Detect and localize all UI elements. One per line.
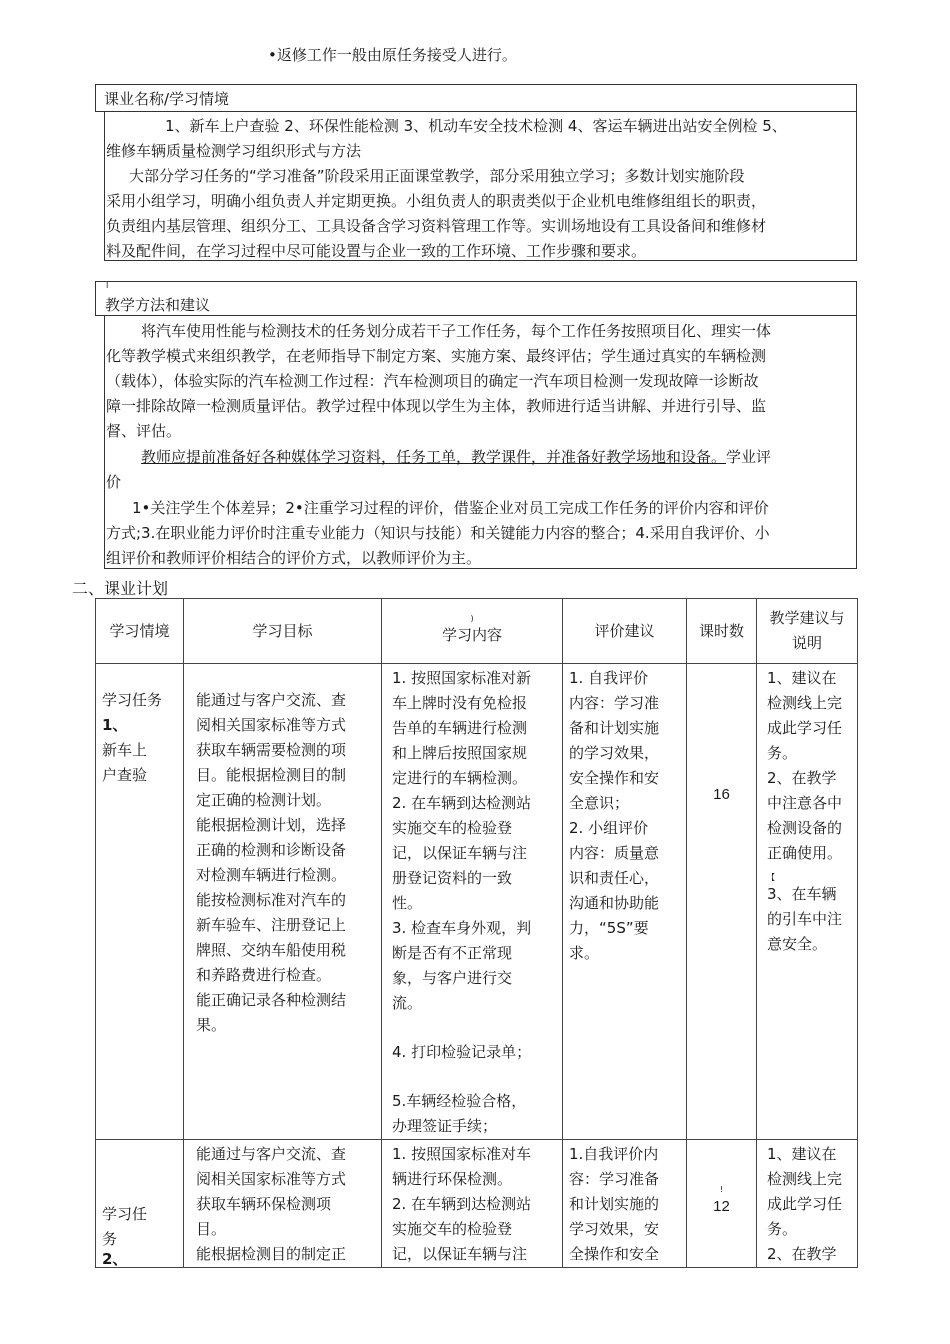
row2-content-line: 2. 在车辆到达检测站	[392, 1195, 532, 1213]
row2-eval-line: 容：学习准备	[569, 1170, 660, 1188]
row2-advice-line: 成此学习任	[767, 1195, 843, 1213]
header-goals: 学习目标	[184, 599, 382, 664]
row2-content-line: 记，以保证车辆与注	[392, 1245, 528, 1263]
row1-goal-line: 能通过与客户交流、查	[196, 691, 347, 709]
row1-eval-line: 求。	[569, 944, 600, 962]
row2-goal-line: 获取车辆环保检测项	[196, 1195, 332, 1213]
row1-situation-line: 户查验	[102, 766, 148, 784]
row1-situation-line: 学习任务	[102, 691, 163, 709]
row2-evaluation	[563, 1140, 687, 1268]
row1-advice-line: 检测线上完	[767, 694, 843, 712]
row1-content-line: 定进行的车辆检测。	[392, 769, 528, 787]
row1-advice	[757, 664, 858, 1140]
row2-hours-value: 12	[713, 1198, 730, 1215]
row2-advice-line: 务。	[767, 1220, 798, 1238]
section2-eval-2: 方式;3.在职业能力评价时注重专业能力（知识与技能）和关键能力内容的整合；4.采用自我评价、小	[106, 524, 770, 542]
section-title: 二、课业计划	[72, 579, 169, 598]
row1-eval-line: 识和责任心，	[569, 869, 660, 887]
section2-line-2: 化等教学模式来组织教学，在老师指导下制定方案、实施方案、最终评估；学生通过真实的车辆检测	[106, 347, 767, 365]
row1-eval-line: 全意识；	[569, 794, 630, 812]
row1-content-line: 断是否有不正常现	[392, 944, 513, 962]
row1-eval-line: 1. 自我评价	[569, 669, 649, 687]
row1-eval-line: 力，“5S”要	[569, 919, 649, 937]
row1-eval-line: 沟通和协助能	[569, 894, 660, 912]
row1-advice-line: 1、建议在	[767, 669, 837, 687]
row1-eval-line: 2. 小组评价	[569, 819, 649, 837]
stray-mark: I	[106, 281, 109, 290]
row2-content-line: 实施交车的检验登	[392, 1220, 513, 1238]
top-note: •返修工作一般由原任务接受人进行。	[268, 46, 517, 64]
row2-situation-line: 学习任	[102, 1205, 148, 1223]
row1-eval-line: 备和计划实施	[569, 719, 660, 737]
row1-advice-line: 意安全。	[767, 935, 828, 953]
section2-header-box	[95, 281, 857, 316]
row1-content-line: 和上牌后按照国家规	[392, 744, 528, 762]
row1-situation	[96, 664, 184, 1140]
section2-after-underline: 学业评	[726, 448, 772, 466]
row1-advice-line: 中注意各中	[767, 794, 843, 812]
section2-eval-1: 1•关注学生个体差异；2•注重学习过程的评价，借鉴企业对员工完成工作任务的评价内容和评价	[132, 499, 769, 517]
row1-content-line: 4. 打印检验记录单；	[392, 1043, 532, 1061]
row2-eval-line: 全操作和安全	[569, 1245, 660, 1263]
row1-content	[382, 664, 563, 1140]
section2-wrap: 价	[106, 473, 122, 491]
row1-goal-line: 对检测车辆进行检测。	[196, 866, 347, 884]
row2-advice-line: 检测线上完	[767, 1170, 843, 1188]
header-content	[382, 599, 563, 664]
row2-goal-line: 阅相关国家标准等方式	[196, 1170, 347, 1188]
row1-goal-line: 获取车辆需要检测的项	[196, 741, 347, 759]
row1-content-line: 性。	[392, 894, 423, 912]
row1-goal-line: 能正确记录各种检测结	[196, 991, 347, 1009]
header-situation: 学习情境	[96, 599, 184, 664]
section2-line-5: 督、评估。	[106, 422, 182, 440]
table-row	[96, 1140, 858, 1268]
row1-content-line: 5.车辆经检验合格，	[392, 1092, 527, 1110]
row1-goal-line: 和养路费进行检查。	[196, 966, 332, 984]
row1-advice-line: 检测设备的	[767, 819, 843, 837]
row2-goal-line: 能根据检测目的制定正	[196, 1245, 347, 1263]
section1-line-4: 采用小组学习，明确小组负责人并定期更换。小组负责人的职责类似于企业机电维修组组长的职责，	[106, 192, 767, 210]
section1-header: 课业名称/学习情境	[104, 90, 230, 108]
row2-advice-line: 1、建议在	[767, 1145, 837, 1163]
row1-advice-mark: 【	[767, 873, 775, 882]
row1-evaluation	[563, 664, 687, 1140]
row1-goal-line: 定正确的检测计划。	[196, 791, 332, 809]
row1-content-line: 告单的车辆进行检测	[392, 719, 528, 737]
row1-goals	[184, 664, 382, 1140]
row2-content-line: 辆进行环保检测。	[392, 1170, 513, 1188]
section2-header: 教学方法和建议	[105, 296, 211, 314]
row1-goal-line: 正确的检测和诊断设备	[196, 841, 347, 859]
row1-content-line: 实施交车的检验登	[392, 819, 513, 837]
section2-line-1: 将汽车使用性能与检测技术的任务划分成若干子工作任务，每个工作任务按照项目化、理实一体	[141, 322, 772, 340]
header-content-mark: )	[470, 613, 474, 623]
row2-eval-line: 学习效果，安	[569, 1220, 660, 1238]
row2-eval-line: 1.自我评价内	[569, 1145, 659, 1163]
row1-eval-line: 内容：学习准	[569, 694, 660, 712]
row2-hours	[687, 1140, 757, 1268]
row1-eval-line: 的学习效果，	[569, 744, 660, 762]
table-header-row	[96, 599, 858, 664]
header-evaluation: 评价建议	[563, 599, 687, 664]
section2-line-3: （载体），体验实际的汽车检测工作过程：汽车检测项目的确定一汽车项目检测一发现故障一诊断故	[106, 372, 759, 390]
row2-advice	[757, 1140, 858, 1268]
row2-content-line: 1. 按照国家标准对车	[392, 1145, 532, 1163]
row1-advice-line: 务。	[767, 744, 798, 762]
plan-table	[95, 598, 858, 1268]
section1-line-6: 料及配件间，在学习过程中尽可能设置与企业一致的工作环境、工作步骤和要求。	[106, 242, 647, 260]
header-advice: 教学建议与说明	[757, 599, 858, 664]
row1-goal-line: 目。能根据检测目的制	[196, 766, 347, 784]
row2-hours-mark: !	[719, 1185, 724, 1194]
table-row	[96, 664, 858, 1140]
row1-advice-line: 2、在教学	[767, 769, 837, 787]
row2-goal-line: 目。	[196, 1220, 227, 1238]
row1-content-line: 3. 检查车身外观，判	[392, 919, 532, 937]
section2-teacher-line	[141, 445, 857, 470]
row1-eval-line: 内容：质量意	[569, 844, 660, 862]
row1-hours-value: 16	[713, 785, 730, 803]
row1-advice-line: 成此学习任	[767, 719, 843, 737]
section1-body-box	[104, 111, 857, 261]
row2-situation	[96, 1140, 184, 1268]
row1-hours	[687, 664, 757, 1140]
row1-goal-line: 牌照、交纳车船使用税	[196, 941, 347, 959]
row1-goal-line: 新车验车、注册登记上	[196, 916, 347, 934]
row1-goal-line: 果。	[196, 1016, 227, 1034]
row1-advice-line: 的引车中注	[767, 910, 843, 928]
row2-goal-line: 能通过与客户交流、查	[196, 1145, 347, 1163]
row1-situation-line: 1、	[102, 716, 128, 734]
section2-underlined: 教师应提前准备好各种媒体学习资料，任务工单，教学课件，并准备好教学场地和设备。	[141, 448, 727, 466]
row2-eval-line: 和计划实施的	[569, 1195, 660, 1213]
row2-advice-line: 2、在教学	[767, 1245, 837, 1263]
section2-eval-3: 组评价和教师评价相结合的评价方式，以教师评价为主。	[106, 549, 482, 567]
row1-advice-line: 正确使用。	[767, 844, 843, 862]
row1-content-line: 象，与客户进行交	[392, 969, 513, 987]
row1-content-line: 2. 在车辆到达检测站	[392, 794, 532, 812]
header-hours: 课时数	[687, 599, 757, 664]
row1-content-line: 1. 按照国家标准对新	[392, 669, 532, 687]
row1-situation-line: 新车上	[102, 741, 148, 759]
row1-advice-line: 3、在车辆	[767, 885, 837, 903]
section2-line-4: 障一排除故障一检测质量评估。教学过程中体现以学生为主体，教师进行适当讲解、并进行引导、监	[106, 397, 767, 415]
section1-line-1: 1、新车上户查验 2、环保性能检测 3、机动车安全技术检测 4、客运车辆进出站安全例检 5、	[165, 117, 787, 135]
row1-content-line: 办理签证手续；	[392, 1117, 498, 1135]
row1-eval-line: 安全操作和安	[569, 769, 660, 787]
row2-situation-line: 2、	[102, 1250, 128, 1268]
row2-situation-line: 务	[102, 1230, 118, 1248]
section1-line-3: 大部分学习任务的“学习准备”阶段采用正面课堂教学，部分采用独立学习；多数计划实施阶段	[129, 167, 745, 185]
section1-header-box	[95, 84, 857, 112]
row1-goal-line: 能按检测标准对汽车的	[196, 891, 347, 909]
row1-goal-line: 能根据检测计划，选择	[196, 816, 347, 834]
header-content-label: 学习内容	[441, 625, 502, 644]
row1-content-line: 流。	[392, 994, 423, 1012]
section2-body-box	[104, 315, 857, 569]
row2-goals	[184, 1140, 382, 1268]
row1-content-line: 记，以保证车辆与注	[392, 844, 528, 862]
row1-content-line: 车上牌时没有免检报	[392, 694, 528, 712]
row2-content	[382, 1140, 563, 1268]
section1-line-2: 维修车辆质量检测学习组织形式与方法	[106, 142, 362, 160]
section1-line-5: 负责组内基层管理、组织分工、工具设备含学习资料管理工作等。实训场地设有工具设备间和维修材	[106, 217, 767, 235]
row1-content-line: 册登记资料的一致	[392, 869, 513, 887]
row1-goal-line: 阅相关国家标准等方式	[196, 716, 347, 734]
